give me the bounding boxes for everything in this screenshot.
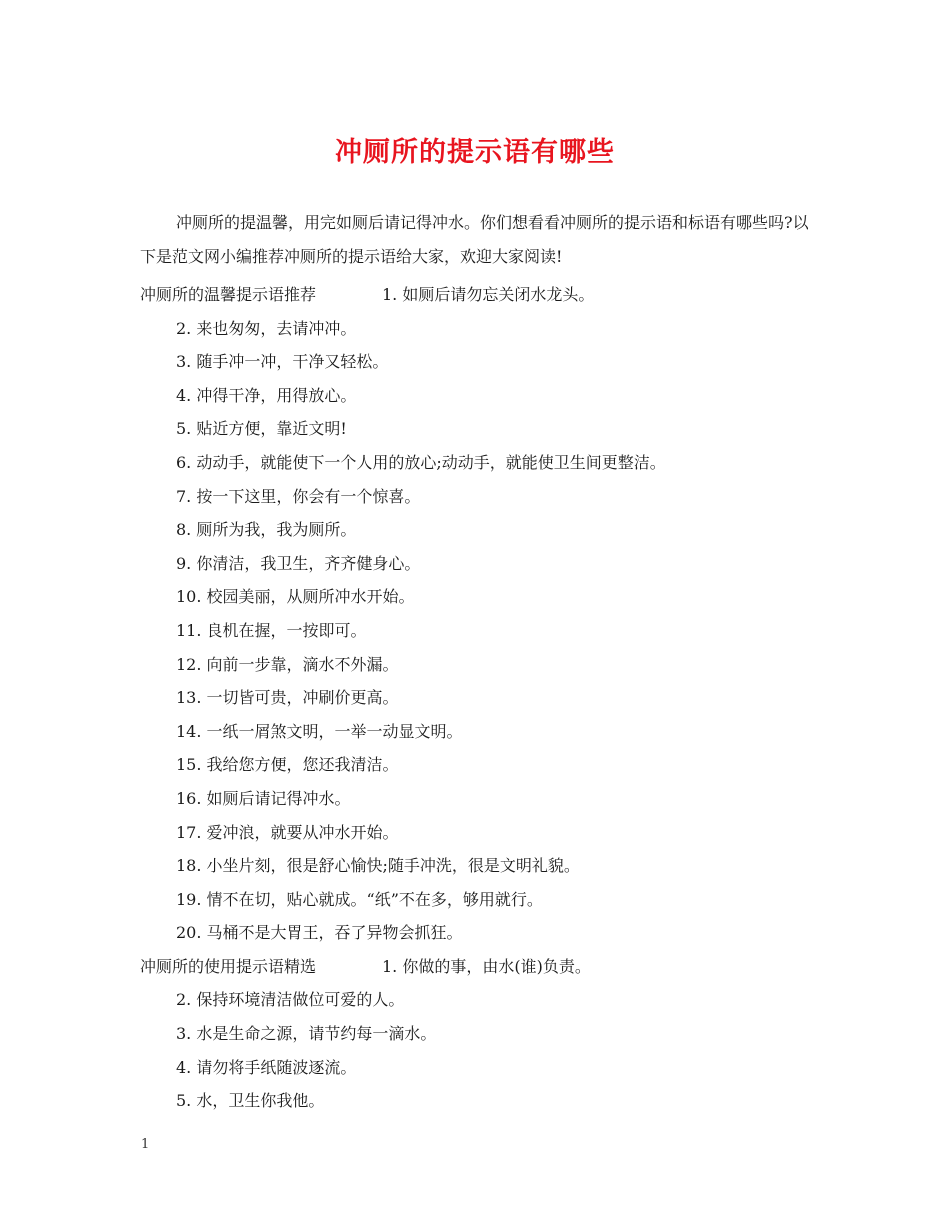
section-heading: 冲厕所的温馨提示语推荐 [140, 285, 317, 304]
page-number: 1 [141, 1137, 150, 1152]
section-heading: 冲厕所的使用提示语精选 [140, 956, 317, 976]
list-item: 16. 如厕后请记得冲水。 [176, 788, 351, 808]
section-heading-line [140, 278, 820, 312]
list-item: 7. 按一下这里，你会有一个惊喜。 [176, 486, 421, 506]
list-item: 2. 来也匆匆，去请冲冲。 [176, 318, 357, 338]
list-item: 20. 马桶不是大胃王，吞了异物会抓狂。 [176, 923, 463, 943]
document-title: 冲厕所的提示语有哪些 [335, 137, 615, 168]
list-item: 17. 爱冲浪，就要从冲水开始。 [176, 822, 399, 842]
intro-paragraph: 冲厕所的提温馨，用完如厕后请记得冲水。你们想看看冲厕所的提示语和标语有哪些吗?以下是范文网小编推荐冲厕所的提示语给大家，欢迎大家阅读! [140, 213, 809, 266]
section-items [140, 983, 820, 1117]
list-item: 10. 校园美丽，从厕所冲水开始。 [176, 587, 415, 607]
section-items [140, 312, 820, 950]
list-item: 14. 一纸一屑煞文明，一举一动显文明。 [176, 721, 463, 741]
list-item: 1. 如厕后请勿忘关闭水龙头。 [382, 285, 595, 304]
list-item: 11. 良机在握，一按即可。 [176, 620, 367, 640]
list-item: 18. 小坐片刻，很是舒心愉快;随手冲洗，很是文明礼貌。 [176, 856, 580, 876]
list-item: 3. 水是生命之源，请节约每一滴水。 [176, 1024, 437, 1044]
list-item: 15. 我给您方便，您还我清洁。 [176, 755, 399, 775]
content-list [140, 278, 820, 1118]
list-item: 8. 厕所为我，我为厕所。 [176, 520, 357, 540]
list-item: 5. 水，卫生你我他。 [176, 1091, 325, 1111]
list-item: 5. 贴近方便，靠近文明! [176, 419, 347, 439]
list-item: 1. 你做的事，由水(谁)负责。 [382, 956, 591, 976]
list-item: 4. 请勿将手纸随波逐流。 [176, 1057, 357, 1077]
list-item: 4. 冲得干净，用得放心。 [176, 385, 357, 405]
list-item: 6. 动动手，就能使下一个人用的放心;动动手，就能使卫生间更整洁。 [176, 452, 666, 472]
list-item: 12. 向前一步靠，滴水不外漏。 [176, 654, 399, 674]
list-item: 3. 随手冲一冲，干净又轻松。 [176, 352, 389, 372]
list-item: 13. 一切皆可贵，冲刷价更高。 [176, 688, 399, 708]
list-item: 2. 保持环境清洁做位可爱的人。 [176, 990, 405, 1010]
list-item: 19. 情不在切，贴心就成。“纸”不在多，够用就行。 [176, 889, 543, 909]
list-item: 9. 你清洁，我卫生，齐齐健身心。 [176, 553, 421, 573]
section-heading-line [140, 950, 820, 984]
